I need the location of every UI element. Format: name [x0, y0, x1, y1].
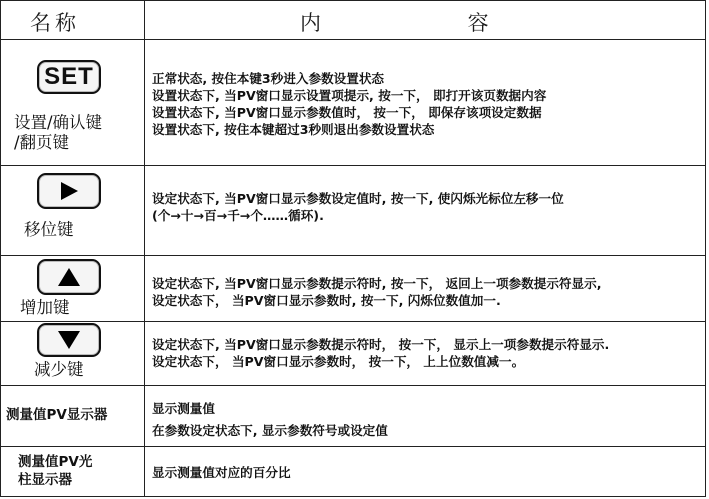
desc-line: 设定状态下, 当PV窗口显示参数提示符时, 按一下， 返回上一项参数提示符显示,: [152, 276, 602, 291]
table-rule: [0, 39, 706, 40]
desc-line: 设定状态下， 当PV窗口显示参数时, 按一下, 闪烁位数值加一.: [152, 293, 501, 308]
table-rule: [0, 0, 706, 1]
right-triangle-icon: [58, 180, 80, 202]
desc-line: 正常状态, 按住本键3秒进入参数设置状态: [152, 71, 385, 86]
shift-key: [37, 173, 101, 209]
desc-line: 设定状态下， 当PV窗口显示参数时， 按一下， 上上位数值减一。: [152, 354, 525, 369]
set-key-name: [14, 113, 102, 153]
desc-line: 在参数设定状态下, 显示参数符号或设定值: [152, 423, 388, 438]
table-rule: [0, 321, 706, 322]
increase-key-name-line: 增加键: [20, 298, 70, 317]
header-content: [300, 7, 559, 37]
pv-bar-display-name-line: 柱显示器: [18, 472, 72, 488]
set-key-icon: [37, 60, 101, 94]
decrease-key-description: [152, 336, 704, 370]
table-rule: [0, 385, 706, 386]
up-triangle-icon: [56, 266, 82, 288]
table-rule: [0, 165, 706, 166]
decrease-key-name-line: 减少键: [34, 360, 84, 379]
desc-line: (个→十→百→千→个……循环).: [152, 208, 324, 223]
pv-bar-display-name-line: 测量值PV光: [18, 454, 93, 470]
table-rule: [144, 0, 145, 496]
table-rule: [705, 0, 706, 496]
desc-line: 显示测量值: [152, 401, 215, 416]
desc-line: 设定状态下, 当PV窗口显示参数提示符时， 按一下， 显示上一项参数提示符显示.: [152, 337, 610, 352]
header-content-text: 内 容: [300, 11, 559, 35]
shift-key-name-line: 移位键: [24, 220, 74, 239]
shift-key-name: [24, 220, 74, 240]
decrease-key-name: [34, 360, 84, 380]
decrease-key: [37, 323, 101, 357]
down-triangle-icon: [56, 329, 82, 351]
table-rule: [0, 0, 1, 496]
pv-display-name-line: 测量值PV显示器: [6, 407, 108, 423]
increase-key-description: [152, 275, 704, 309]
set-key-label: SET: [44, 63, 94, 90]
pv-display-description: [152, 398, 704, 442]
pv-bar-display-name: [18, 453, 92, 489]
increase-key: [37, 259, 101, 295]
pv-display-name: [6, 406, 107, 424]
pv-bar-display-description: [152, 464, 704, 481]
desc-line: 设置状态下, 当PV窗口显示参数值时， 按一下， 即保存该项设定数据: [152, 105, 542, 120]
table-rule: [0, 255, 706, 256]
shift-key-description: [152, 190, 704, 224]
set-key-description: [152, 70, 704, 138]
table-rule: [0, 496, 706, 497]
set-key-name-line: 设置/确认键: [14, 113, 103, 132]
desc-line: 设定状态下, 当PV窗口显示参数设定值时, 按一下, 使闪烁光标位左移一位: [152, 191, 564, 206]
header-name: 名称: [30, 11, 80, 35]
desc-line: 设置状态下, 按住本键超过3秒则退出参数设置状态: [152, 122, 435, 137]
desc-line: 设置状态下, 当PV窗口显示设置项提示, 按一下， 即打开该页数据内容: [152, 88, 547, 103]
increase-key-name: [20, 298, 70, 318]
desc-line: 显示测量值对应的百分比: [152, 465, 291, 480]
table-rule: [0, 446, 706, 447]
set-key-name-line: /翻页键: [14, 133, 70, 152]
